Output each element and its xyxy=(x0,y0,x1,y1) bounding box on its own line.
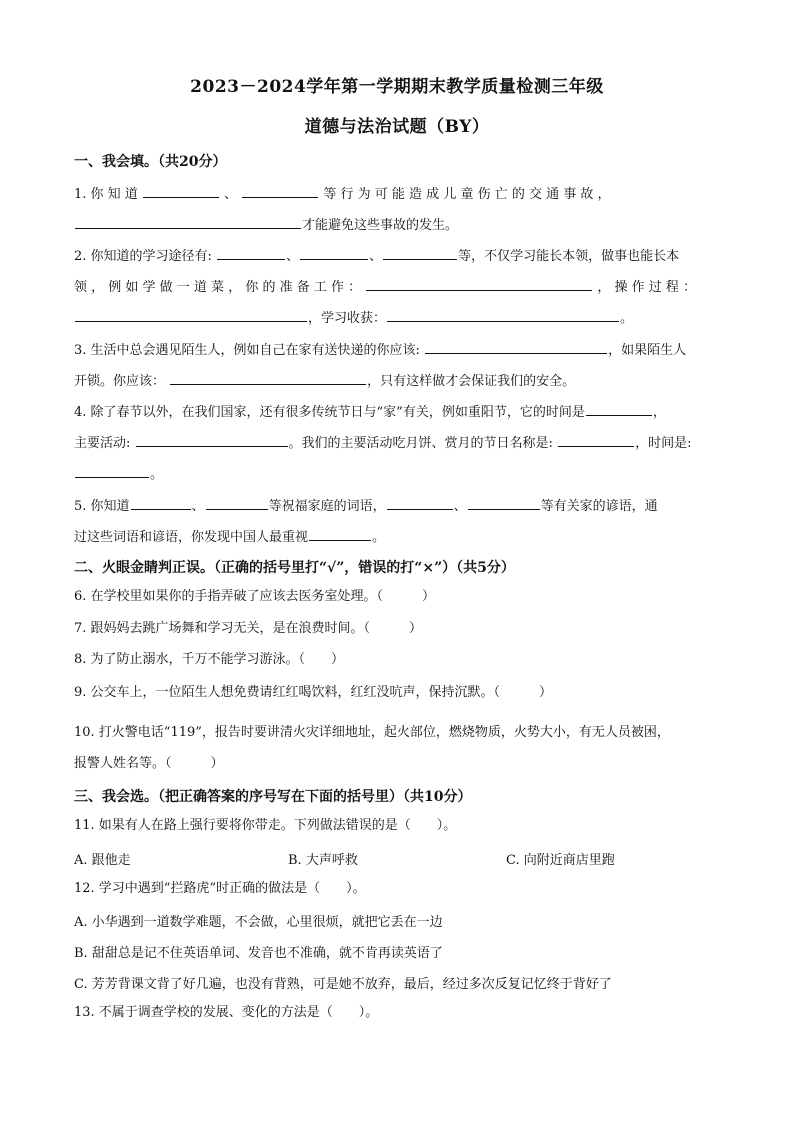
question-4-line-2: 主要活动: 。我们的主要活动吃月饼、赏月的节日名称是: ，时间是: xyxy=(74,433,691,453)
question-6: 6. 在学校里如果你的手指弄破了应该去医务室处理。（ ） xyxy=(74,589,436,604)
answer-blank[interactable] xyxy=(217,246,285,260)
answer-blank[interactable] xyxy=(586,402,652,416)
answer-blank[interactable] xyxy=(387,308,619,322)
answer-blank[interactable] xyxy=(300,246,368,260)
answer-blank[interactable] xyxy=(170,371,366,385)
answer-blank[interactable] xyxy=(383,246,457,260)
answer-blank[interactable] xyxy=(558,433,634,447)
question-7: 7. 跟妈妈去跳广场舞和学习无关，是在浪费时间。（ ） xyxy=(74,621,423,636)
answer-blank[interactable] xyxy=(366,277,592,291)
question-2-line-2: 领 ， 例 如 学 做 一 道 菜 ， 你 的 准 备 工 作 ： ， 操 作 过 程 ： xyxy=(74,277,696,297)
exam-title: 2023－2024学年第一学期期末教学质量检测三年级 xyxy=(190,77,604,97)
question-2-line-1: 2. 你知道的学习途径有: 、 、 等，不仅学习能长本领，做事也能长本 xyxy=(74,246,679,266)
answer-blank[interactable] xyxy=(206,496,268,510)
answer-blank[interactable] xyxy=(75,308,307,322)
question-4-line-1: 4. 除了春节以外，在我们国家，还有很多传统节日与“家”有关，例如重阳节，它的时间是 ， xyxy=(74,402,666,422)
question-3-line-2: 开锁。你应该： ，只有这样做才会保证我们的安全。 xyxy=(74,371,575,391)
question-5-line-2: 过这些词语和谚语，你发现中国人最重视 。 xyxy=(74,527,385,547)
exam-subtitle: 道德与法治试题（BY） xyxy=(304,117,490,137)
question-11-option-a[interactable]: A. 跟他走 xyxy=(74,853,131,868)
answer-blank[interactable] xyxy=(131,496,191,510)
answer-blank[interactable] xyxy=(387,496,453,510)
question-3-line-1: 3. 生活中总会遇见陌生人，例如自己在家有送快递的你应该: ，如果陌生人 xyxy=(74,340,686,360)
answer-blank[interactable] xyxy=(242,184,318,198)
question-8: 8. 为了防止溺水，千万不能学习游泳。（ ） xyxy=(74,652,345,667)
question-12-option-a[interactable]: A. 小华遇到一道数学难题，不会做，心里很烦，就把它丢在一边 xyxy=(74,915,443,930)
question-11-option-b[interactable]: B. 大声呼救 xyxy=(288,853,358,868)
answer-blank[interactable] xyxy=(75,464,149,478)
question-9: 9. 公交车上，一位陌生人想免费请红红喝饮料，红红没吭声，保持沉默。（ ） xyxy=(74,685,553,700)
answer-blank[interactable] xyxy=(468,496,540,510)
answer-blank[interactable] xyxy=(143,184,219,198)
section-3-heading: 三、我会选。（把正确答案的序号写在下面的括号里）（共10分） xyxy=(74,789,472,805)
answer-blank[interactable] xyxy=(425,340,607,354)
question-4-line-3: 。 xyxy=(74,464,163,484)
question-13-stem: 13. 不属于调查学校的发展、变化的方法是（ ）。 xyxy=(74,1005,379,1020)
question-2-line-3: ，学习收获： 。 xyxy=(74,308,633,328)
question-12-option-c[interactable]: C. 芳芳背课文背了好几遍，也没有背熟，可是她不放弃，最后，经过多次反复记忆终于背好了 xyxy=(74,977,612,992)
answer-blank[interactable] xyxy=(309,527,371,541)
question-10-line-1: 10. 打火警电话“119”，报告时要讲清火灾详细地址，起火部位，燃烧物质，火势大小，有无人员被困， xyxy=(74,725,670,740)
question-10-line-2: 报警人姓名等。（ ） xyxy=(74,756,224,771)
question-1-line-2: 才能避免这些事故的发生。 xyxy=(74,215,458,235)
section-2-heading: 二、火眼金睛判正误。（正确的括号里打“√”，错误的打“×”）（共5分） xyxy=(74,560,515,576)
answer-blank[interactable] xyxy=(136,433,288,447)
question-1-line-1: 1. 你 知 道 、 等 行 为 可 能 造 成 儿 童 伤 亡 的 交 通 事 故 ， xyxy=(74,184,611,204)
question-12-option-b[interactable]: B. 甜甜总是记不住英语单词、发音也不准确，就不肯再读英语了 xyxy=(74,946,443,961)
question-11-option-c[interactable]: C. 向附近商店里跑 xyxy=(506,853,615,868)
question-11-stem: 11. 如果有人在路上强行要将你带走。下列做法错误的是（ ）。 xyxy=(74,818,457,833)
question-5-line-1: 5. 你知道 、 等祝福家庭的词语， 、 等有关家的谚语，通 xyxy=(74,496,658,516)
answer-blank[interactable] xyxy=(75,215,301,229)
section-1-heading: 一、我会填。（共20分） xyxy=(74,154,227,170)
question-12-stem: 12. 学习中遇到“拦路虎”时正确的做法是（ ）。 xyxy=(74,881,366,896)
